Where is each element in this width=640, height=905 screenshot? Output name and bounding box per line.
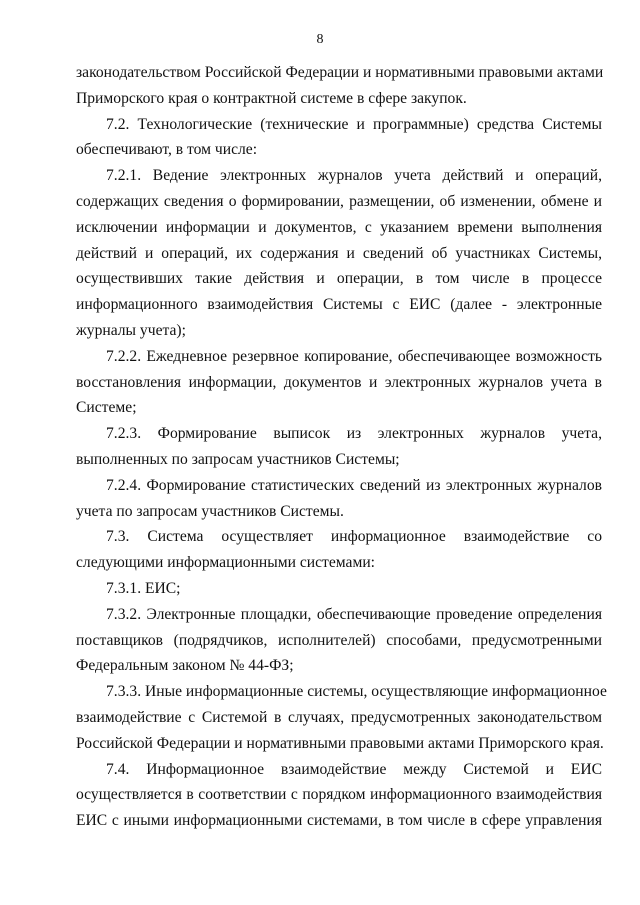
text-line: журналы учета);: [76, 321, 186, 339]
text-line: 7.4. Информационное взаимодействие между Системой и ЕИС: [106, 760, 602, 778]
text-line: содержащих сведения о формировании, размещении, об изменении, обмене и: [76, 192, 602, 210]
paragraph-7-3-2: [76, 602, 602, 679]
paragraph-continuation: [76, 60, 602, 112]
text-line: осуществивших такие действия и операции, в том числе в процессе: [76, 270, 602, 288]
text-line: Приморского края о контрактной системе в сфере закупок.: [76, 89, 467, 107]
text-line: обеспечивают, в том числе:: [76, 141, 258, 159]
text-line: 7.2.1. Ведение электронных журналов учета действий и операций,: [106, 167, 602, 185]
text-line: выполненных по запросам участников Системы;: [76, 450, 400, 468]
paragraph-7-3-1: [76, 576, 602, 602]
text-line: 7.3.3. Иные информационные системы, осуществляющие информационное: [106, 683, 607, 701]
text-line: ЕИС с иными информационными системами, в том числе в сфере управления: [76, 812, 602, 830]
text-line: поставщиков (подрядчиков, исполнителей) способами, предусмотренными: [76, 631, 602, 649]
text-line: 7.2.4. Формирование статистических сведений из электронных журналов: [106, 476, 602, 494]
text-line: 7.2.2. Ежедневное резервное копирование, обеспечивающее возможность: [106, 347, 602, 365]
text-line: Федеральным законом № 44-ФЗ;: [76, 657, 294, 675]
text-line: информационного взаимодействия Системы с ЕИС (далее - электронные: [76, 296, 602, 314]
paragraph-7-2-3: [76, 421, 602, 473]
text-line: действий и операций, их содержания и сведений об участниках Системы,: [76, 244, 602, 262]
text-line: взаимодействие с Системой в случаях, предусмотренных законодательством: [76, 708, 602, 726]
paragraph-7-3-3: [76, 679, 607, 756]
text-line: исключении информации и документов, с указанием времени выполнения: [76, 218, 602, 236]
document-body: [76, 60, 607, 834]
text-line: 7.3.2. Электронные площадки, обеспечивающие проведение определения: [106, 605, 602, 623]
paragraph-7-2-4: [76, 473, 602, 525]
text-line: Системе;: [76, 399, 137, 417]
text-line: учета по запросам участников Системы.: [76, 502, 344, 520]
text-line: 7.3.1. ЕИС;: [106, 579, 181, 597]
paragraph-7-2: [76, 112, 602, 164]
text-line: восстановления информации, документов и электронных журналов учета в: [76, 373, 602, 391]
text-line: законодательством Российской Федерации и нормативными правовыми актами: [76, 64, 604, 81]
paragraph-7-3: [76, 524, 602, 576]
paragraph-7-2-1: [76, 163, 602, 344]
text-line: 7.2.3. Формирование выписок из электронных журналов учета,: [106, 425, 602, 443]
paragraph-7-4: [76, 757, 602, 834]
text-line: Российской Федерации и нормативными правовыми актами Приморского края.: [76, 734, 604, 752]
text-line: осуществляется в соответствии с порядком информационного взаимодействия: [76, 786, 602, 804]
page-number: 8: [316, 32, 324, 47]
text-line: 7.3. Система осуществляет информационное взаимодействие со: [106, 528, 602, 546]
text-line: 7.2. Технологические (технические и программные) средства Системы: [106, 115, 602, 133]
paragraph-7-2-2: [76, 344, 602, 421]
text-line: следующими информационными системами:: [76, 554, 376, 572]
